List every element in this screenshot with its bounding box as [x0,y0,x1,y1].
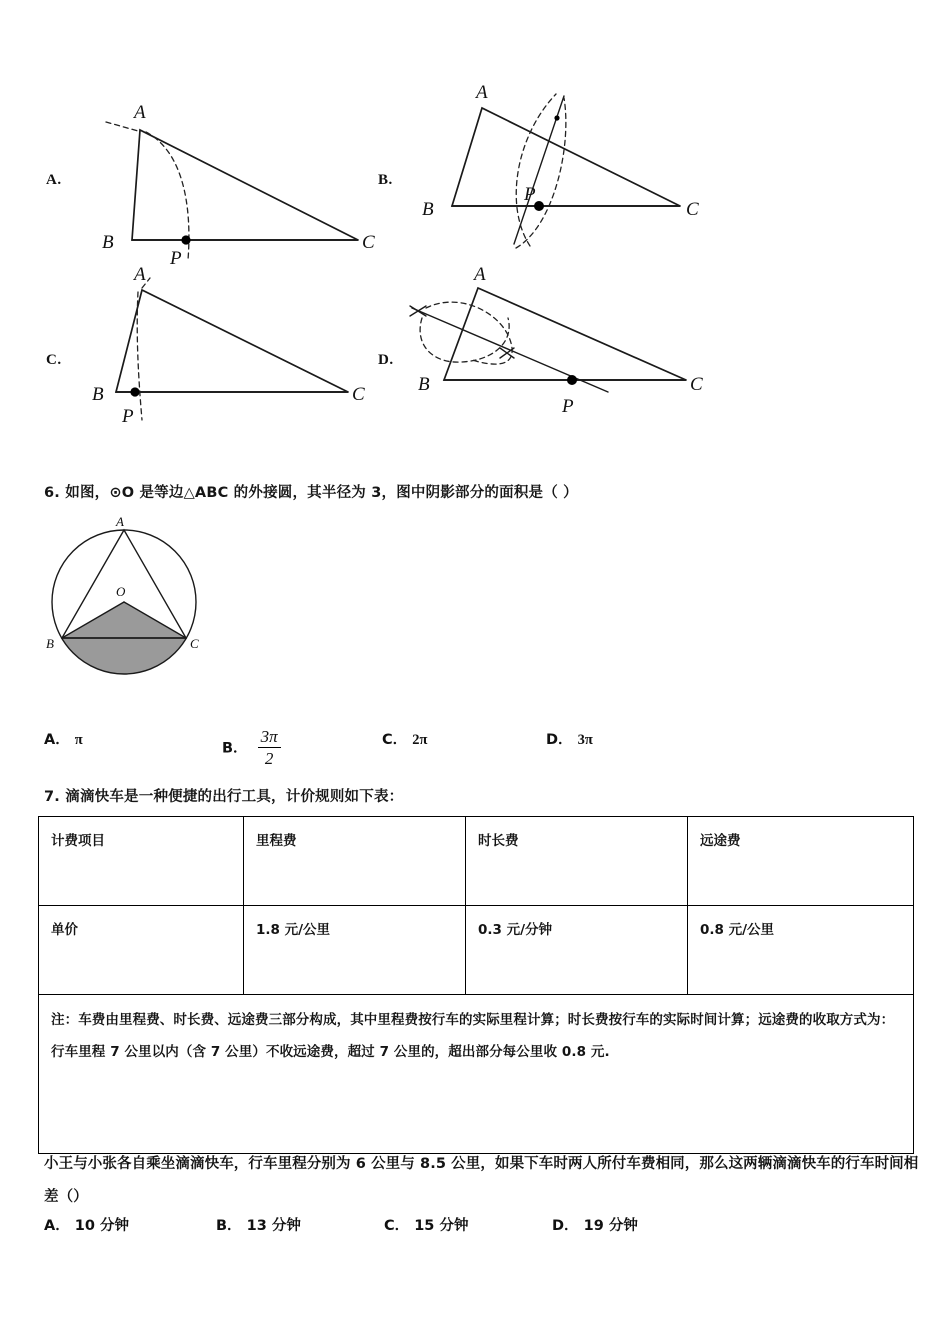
table-cell-0-1: 1.8 元/公里 [244,906,466,995]
q6-option-d-key: D． [546,732,573,748]
option-b-label-B: B [422,199,434,220]
q6-option-d[interactable] [546,728,593,749]
table-cell-0-2: 0.3 元/分钟 [466,906,688,995]
q6-option-c-key: C． [382,732,408,748]
option-d-label-B: B [418,374,430,395]
table-cell-header-3: 远途费 [688,817,914,906]
question7-stem: 7. 滴滴快车是一种便捷的出行工具，计价规则如下表： [44,789,404,805]
q6-option-b-key: B． [222,740,248,757]
q7-option-c-key: C． [384,1218,410,1234]
option-a-label: A. [46,172,62,188]
q7-option-b-key: B． [216,1218,242,1234]
table-cell-header-2: 时长费 [466,817,688,906]
q6-option-b[interactable] [222,728,281,769]
fee-rules-table [38,816,914,1154]
option-c-label-C: C [352,384,365,405]
question6-figure [40,512,250,692]
option-a-label-B: B [102,232,114,253]
table-row-note [39,995,914,1154]
option-c-label-A: A [134,264,146,285]
option-c-label: C. [46,352,62,368]
q6-label-O: O [116,584,126,599]
option-b-figure [404,76,704,266]
question6-stem: 6. 如图，⊙O 是等边△ABC 的外接圆，其半径为 3，图中阴影部分的面积是（ ） [44,485,578,501]
option-a-label-C: C [362,232,375,253]
q7-option-a-key: A． [44,1218,70,1234]
q6-option-a[interactable] [44,728,83,749]
option-d-label-C: C [690,374,703,395]
question5-options-grid [0,72,950,442]
q7-option-c[interactable] [384,1214,468,1235]
q6-label-B: B [46,636,54,651]
question6-options-row [44,722,944,769]
q6-label-A: A [116,514,124,529]
question7-options-row [44,1214,944,1244]
option-b-cell[interactable] [370,72,750,262]
option-b-label-C: C [686,199,699,220]
option-c-figure [80,264,370,435]
option-c-label-B: B [92,384,104,405]
option-c-cell[interactable] [0,262,370,442]
table-cell-0-0: 单价 [39,906,244,995]
option-d-label: D. [378,352,394,368]
table-cell-header-0: 计费项目 [39,817,244,906]
question7-prompt: 小王与小张各自乘坐滴滴快车，行车里程分别为 6 公里与 8.5 公里，如果下车时两人所付车费相同，那么这两辆滴滴快车的行车时间相差（） [44,1156,919,1206]
q6-option-b-fraction [258,727,281,768]
option-a-label-A: A [134,102,146,123]
q6-option-a-key: A． [44,732,70,748]
option-d-figure [396,262,706,422]
option-a-label-P: P [170,248,182,269]
option-d-label-A: A [474,264,486,285]
option-b-label: B. [378,172,393,188]
table-cell-header-1: 里程费 [244,817,466,906]
q6-option-b-numerator: 3π [258,727,281,748]
table-cell-0-3: 0.8 元/公里 [688,906,914,995]
q7-option-d-key: D． [552,1218,579,1234]
q6-option-a-value: π [74,732,83,748]
option-b-label-P: P [524,184,536,205]
option-a-figure [80,80,375,269]
q6-option-d-value: 3π [577,732,593,748]
table-note-cell: 注：车费由里程费、时长费、远途费三部分构成，其中里程费按行车的实际里程计算；时长费按行车的实际时间计算；远途费的收取方式为：行车里程 7 公里以内（含 7 公里）不收远途费，超过 7 公里的，超出部分每公里收 0.8 元. [39,995,914,1154]
q7-option-b[interactable] [216,1214,301,1235]
option-d-label-P: P [562,396,574,417]
q6-label-C: C [190,636,199,651]
option-c-label-P: P [122,406,134,427]
q6-option-c-value: 2π [412,732,428,748]
q6-option-c[interactable] [382,728,427,749]
table-row-header [39,817,914,906]
option-d-cell[interactable] [370,262,750,442]
q7-option-b-value: 13 分钟 [246,1218,301,1234]
q6-option-b-denominator: 2 [264,749,274,769]
q7-option-a-value: 10 分钟 [74,1218,130,1234]
q7-option-c-value: 15 分钟 [414,1218,469,1234]
option-b-label-A: A [476,82,488,103]
table-row [39,906,914,995]
q7-option-d[interactable] [552,1214,638,1235]
option-a-cell[interactable] [0,72,375,269]
q7-option-a[interactable] [44,1214,129,1235]
q7-option-d-value: 19 分钟 [583,1218,638,1234]
